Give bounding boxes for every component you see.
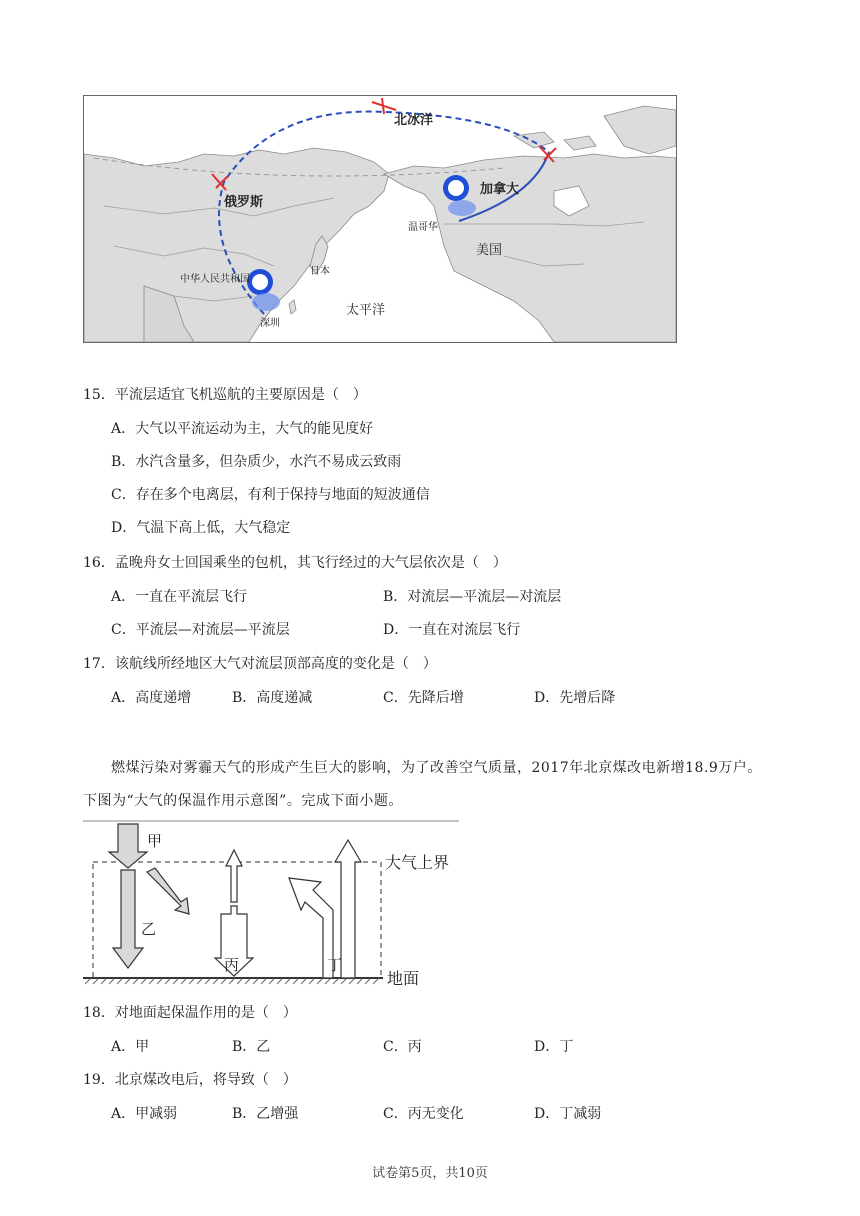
option-17a[interactable]: A．高度递增 [111, 690, 192, 706]
option-17b[interactable]: B．高度递减 [232, 690, 313, 706]
question-text: 孟晚舟女士回国乘坐的包机，其飞行经过的大气层依次是（ ） [114, 555, 507, 571]
question-19 [83, 1071, 297, 1089]
question-18 [83, 1004, 297, 1022]
option-16b[interactable]: B．对流层—平流层—对流层 [383, 589, 562, 605]
question-text: 北京煤改电后，将导致（ ） [114, 1072, 297, 1088]
label-yi: 乙 [141, 920, 157, 938]
map-label-vancouver: 温哥华 [408, 222, 438, 233]
option-15c[interactable]: C．存在多个电离层，有利于保持与地面的短波通信 [111, 487, 430, 503]
map-label-japan: 日本 [310, 266, 330, 277]
label-ding: 丁 [327, 956, 343, 974]
map-label-russia: 俄罗斯 [224, 195, 264, 210]
question-16 [83, 554, 507, 572]
option-16d[interactable]: D．一直在对流层飞行 [383, 622, 521, 638]
flight-route-map [83, 95, 677, 343]
question-text: 平流层适宜飞机巡航的主要原因是（ ） [114, 387, 367, 403]
question-number: 18． [83, 1005, 115, 1021]
option-18a[interactable]: A．甲 [111, 1039, 150, 1055]
map-label-canada: 加拿大 [480, 182, 520, 197]
question-number: 16． [83, 555, 115, 571]
question-17 [83, 655, 437, 673]
question-number: 17． [83, 656, 115, 672]
option-18d[interactable]: D．丁 [534, 1039, 574, 1055]
option-19a[interactable]: A．甲减弱 [111, 1106, 178, 1122]
map-label-china: 中华人民共和国 [180, 274, 250, 285]
option-16c[interactable]: C．平流层—对流层—平流层 [111, 622, 290, 638]
option-17d[interactable]: D．先增后降 [534, 690, 616, 706]
option-19d[interactable]: D．丁减弱 [534, 1106, 602, 1122]
option-15a[interactable]: A．大气以平流运动为主，大气的能见度好 [111, 421, 374, 437]
option-15b[interactable]: B．水汽含量多，但杂质少，水汽不易成云致雨 [111, 454, 402, 470]
map-label-pacific: 太平洋 [346, 303, 386, 318]
question-text: 对地面起保温作用的是（ ） [114, 1005, 297, 1021]
question-number: 19． [83, 1072, 115, 1088]
option-18b[interactable]: B．乙 [232, 1039, 271, 1055]
question-15 [83, 386, 367, 404]
map-label-usa: 美国 [476, 243, 503, 258]
page-footer: 试卷第5页，共10页 [372, 1166, 488, 1181]
question-text: 该航线所经地区大气对流层顶部高度的变化是（ ） [114, 656, 437, 672]
passage-line-1: 燃煤污染对雾霾天气的形成产生巨大的影响，为了改善空气质量，2017年北京煤改电新增18.9万户。 [111, 760, 762, 776]
option-19b[interactable]: B．乙增强 [232, 1106, 299, 1122]
option-19c[interactable]: C．丙无变化 [383, 1106, 464, 1122]
passage-line-2: 下图为“大气的保温作用示意图”。完成下面小题。 [83, 793, 403, 809]
option-17c[interactable]: C．先降后增 [383, 690, 464, 706]
option-16a[interactable]: A．一直在平流层飞行 [111, 589, 248, 605]
label-upper-atmosphere: 大气上界 [385, 853, 450, 872]
label-bing: 丙 [224, 956, 240, 974]
option-18c[interactable]: C．丙 [383, 1039, 422, 1055]
question-number: 15． [83, 387, 115, 403]
option-15d[interactable]: D．气温下高上低，大气稳定 [111, 520, 291, 536]
label-jia: 甲 [147, 832, 163, 850]
map-label-arctic: 北冰洋 [394, 113, 434, 128]
atmosphere-insulation-diagram [83, 818, 463, 990]
label-ground: 地面 [387, 969, 420, 988]
map-label-shenzhen: 深圳 [260, 318, 280, 329]
